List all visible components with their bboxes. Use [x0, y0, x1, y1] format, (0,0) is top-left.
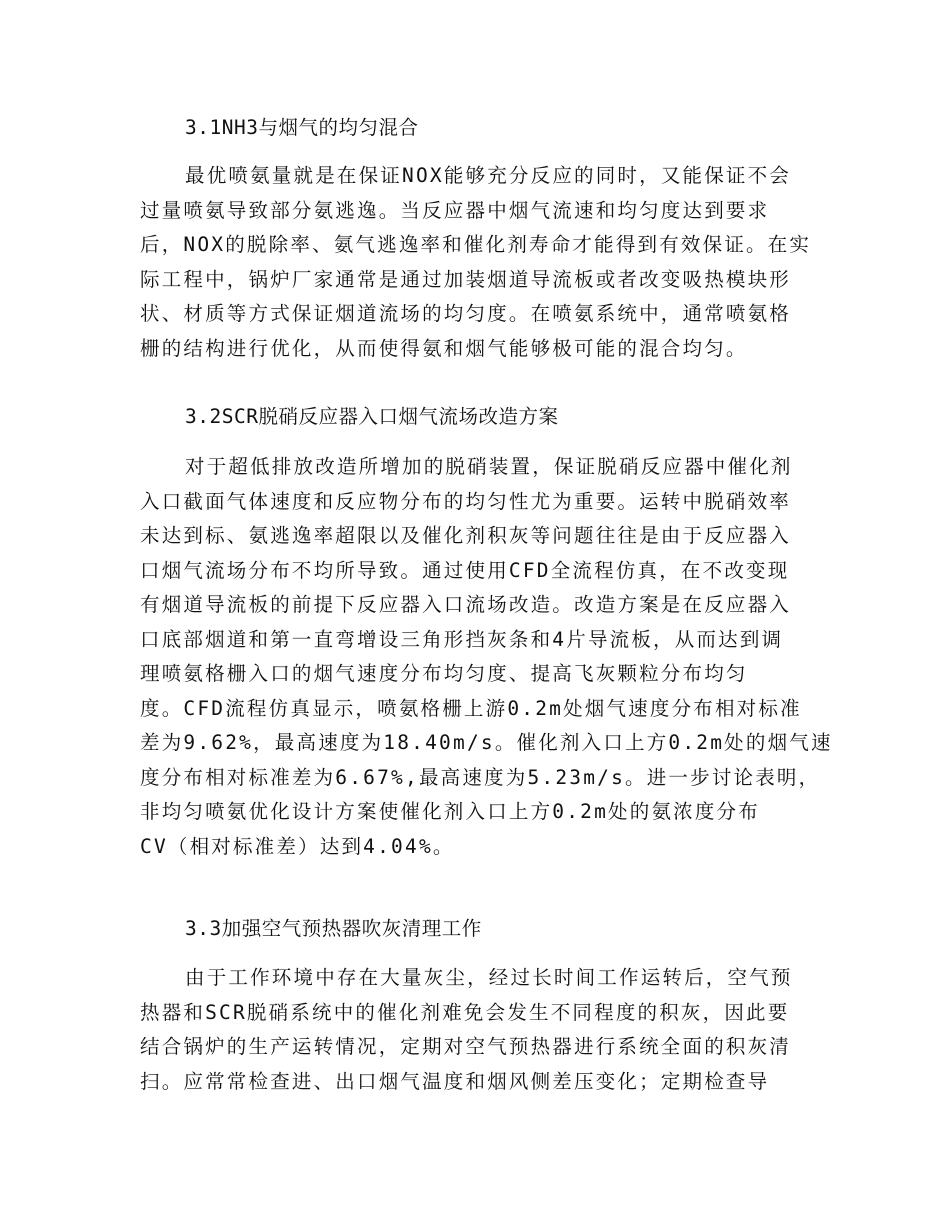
- paragraph-line: 入口截面气体速度和反应物分布的均匀性尤为重要。运转中脱硝效率: [140, 489, 792, 513]
- paragraph-line: 结合锅炉的生产运转情况，定期对空气预热器进行系统全面的积灰清: [140, 1035, 792, 1058]
- section-heading-3-1: 3.1NH3与烟气的均匀混合: [185, 116, 419, 139]
- paragraph-line: 度。CFD流程仿真显示，喷氨格栅上游0.2m处烟气速度分布相对标准: [140, 696, 802, 720]
- paragraph-line: 未达到标、氨逃逸率超限以及催化剂积灰等问题往往是由于反应器入: [140, 524, 792, 547]
- paragraph-line: CV（相对标准差）达到4.04%。: [140, 834, 455, 858]
- paragraph-line: 热器和SCR脱硝系统中的催化剂难免会发生不同程度的积灰，因此要: [140, 1000, 790, 1024]
- paragraph-line: 由于工作环境中存在大量灰尘，经过长时间工作运转后，空气预: [185, 966, 793, 989]
- paragraph-line: 差为9.62%，最高速度为18.40m/s。催化剂入口上方0.2m处的烟气速: [140, 731, 833, 754]
- paragraph-line: 最优喷氨量就是在保证NOX能够充分反应的同时，又能保证不会: [185, 164, 792, 187]
- paragraph-line: 栅的结构进行优化，从而使得氨和烟气能够极可能的混合均匀。: [140, 336, 748, 360]
- section-paragraph-3-2: [140, 450, 833, 864]
- section-paragraph-3-1: [140, 159, 820, 366]
- paragraph-line: 状、材质等方式保证烟道流场的均匀度。在喷氨系统中，通常喷氨格: [140, 302, 792, 325]
- paragraph-line: 口底部烟道和第一直弯增设三角形挡灰条和4片导流板，从而达到调: [140, 627, 784, 651]
- paragraph-line: 口烟气流场分布不均所导致。通过使用CFD全流程仿真，在不改变现: [140, 558, 790, 582]
- paragraph-line: 非均匀喷氨优化设计方案使催化剂入口上方0.2m处的氨浓度分布: [140, 800, 760, 823]
- paragraph-line: 有烟道导流板的前提下反应器入口流场改造。改造方案是在反应器入: [140, 593, 792, 616]
- paragraph-line: 理喷氨格栅入口的烟气速度分布均匀度、提高飞灰颗粒分布均匀: [140, 662, 748, 685]
- paragraph-line: 扫。应常常检查进、出口烟气温度和烟风侧差压变化；定期检查导: [140, 1069, 770, 1093]
- paragraph-line: 过量喷氨导致部分氨逃逸。当反应器中烟气流速和均匀度达到要求: [140, 198, 770, 222]
- paragraph-line: 对于超低排放改造所增加的脱硝装置，保证脱硝反应器中催化剂: [185, 455, 793, 478]
- paragraph-line: 际工程中，锅炉厂家通常是通过加装烟道导流板或者改变吸热模块形: [140, 267, 792, 291]
- paragraph-line: 度分布相对标准差为6.67%,最高速度为5.23m/s。进一步讨论表明，: [140, 765, 821, 789]
- section-paragraph-3-3: [140, 961, 820, 1099]
- paragraph-line: 后，NOX的脱除率、氨气逃逸率和催化剂寿命才能得到有效保证。在实: [140, 233, 812, 256]
- section-heading-3-2: 3.2SCR脱硝反应器入口烟气流场改造方案: [185, 405, 559, 428]
- section-heading-3-3: 3.3加强空气预热器吹灰清理工作: [185, 917, 482, 940]
